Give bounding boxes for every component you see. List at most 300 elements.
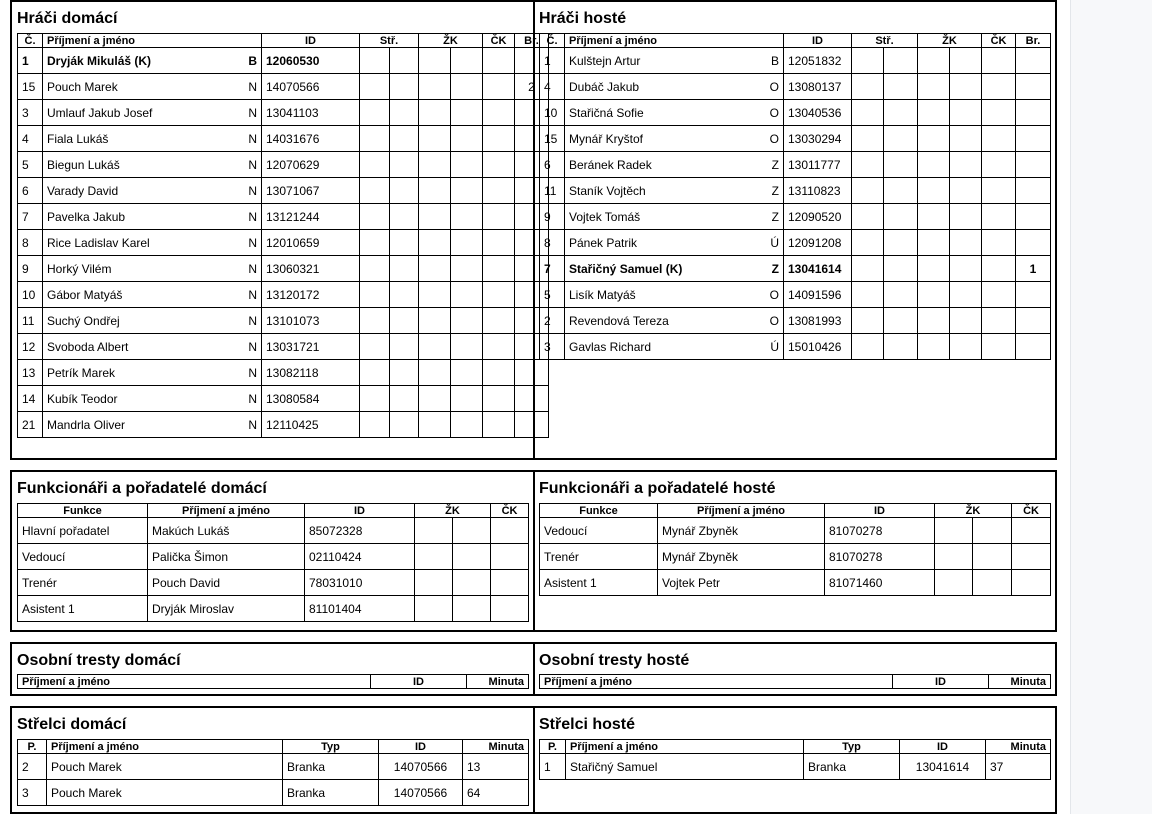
home-penalties-title: Osobní tresty domácí <box>17 652 181 669</box>
player-name-cell <box>565 204 784 230</box>
player-number: 7 <box>540 256 565 282</box>
empty-cell <box>884 178 918 204</box>
col-role: Funkce <box>18 504 148 518</box>
player-id: 13041614 <box>784 256 852 282</box>
player-position: N <box>248 417 257 432</box>
official-id: 81101404 <box>305 596 415 622</box>
home-players-title: Hráči domácí <box>17 10 118 27</box>
empty-cell <box>390 334 419 360</box>
empty-cell <box>360 360 390 386</box>
empty-cell <box>419 230 451 256</box>
empty-cell <box>453 596 491 622</box>
player-name: Gavlas Richard <box>569 339 652 354</box>
empty-cell <box>453 570 491 596</box>
player-number: 9 <box>540 204 565 230</box>
empty-cell <box>390 412 419 438</box>
official-role: Vedoucí <box>18 544 148 570</box>
player-position: N <box>248 79 257 94</box>
player-position: N <box>248 183 257 198</box>
empty-cell <box>360 334 390 360</box>
player-name-cell <box>565 100 784 126</box>
empty-cell <box>451 74 483 100</box>
player-position: Z <box>771 157 779 172</box>
player-number: 10 <box>18 282 43 308</box>
player-name: Suchý Ondřej <box>47 313 120 328</box>
player-number: 8 <box>540 230 565 256</box>
empty-cell <box>415 518 453 544</box>
table-row <box>540 256 1051 282</box>
col-ck: ČK <box>1012 504 1051 518</box>
table-row <box>18 334 549 360</box>
empty-cell <box>852 178 884 204</box>
empty-cell <box>360 256 390 282</box>
empty-cell <box>884 204 918 230</box>
official-role: Vedoucí <box>540 518 658 544</box>
empty-cell <box>483 204 515 230</box>
empty-cell <box>491 570 529 596</box>
away-players-table <box>539 33 1051 360</box>
table-row <box>540 48 1051 74</box>
empty-cell <box>852 48 884 74</box>
player-name: Stařičný Samuel (K) <box>569 261 683 276</box>
empty-cell <box>491 518 529 544</box>
player-name-cell <box>565 126 784 152</box>
player-name: Biegun Lukáš <box>47 157 120 172</box>
official-name: Mynář Zbyněk <box>658 518 825 544</box>
col-br: Br. <box>515 34 549 48</box>
table-row <box>540 570 1051 596</box>
scorer-name: Pouch Marek <box>47 754 283 780</box>
player-name: Kulštejn Artur <box>569 53 641 68</box>
table-row <box>18 126 549 152</box>
player-number: 14 <box>18 386 43 412</box>
empty-cell <box>451 282 483 308</box>
player-position: B <box>770 53 779 68</box>
empty-cell <box>451 100 483 126</box>
empty-cell <box>483 308 515 334</box>
empty-cell <box>390 100 419 126</box>
player-number: 9 <box>18 256 43 282</box>
table-row <box>18 596 529 622</box>
empty-cell <box>390 74 419 100</box>
empty-cell <box>415 596 453 622</box>
empty-cell <box>982 334 1016 360</box>
empty-cell <box>483 412 515 438</box>
player-number: 21 <box>18 412 43 438</box>
scorer-type: Branka <box>283 780 379 806</box>
empty-cell <box>453 518 491 544</box>
player-name: Kubík Teodor <box>47 391 118 406</box>
official-id: 85072328 <box>305 518 415 544</box>
player-id: 13071067 <box>262 178 360 204</box>
col-id: ID <box>262 34 360 48</box>
player-position: N <box>248 105 257 120</box>
player-id: 12070629 <box>262 152 360 178</box>
player-id: 12051832 <box>784 48 852 74</box>
home-officials-table <box>17 503 529 622</box>
player-id: 12010659 <box>262 230 360 256</box>
official-name: Vojtek Petr <box>658 570 825 596</box>
official-id: 02110424 <box>305 544 415 570</box>
empty-cell <box>419 204 451 230</box>
empty-cell <box>1012 544 1051 570</box>
col-role: Funkce <box>540 504 658 518</box>
empty-cell <box>483 282 515 308</box>
table-row <box>540 178 1051 204</box>
home-scorers-title: Střelci domácí <box>17 716 127 733</box>
away-penalties-title: Osobní tresty hosté <box>539 652 690 669</box>
player-position: N <box>248 391 257 406</box>
col-zk: ŽK <box>935 504 1012 518</box>
empty-cell <box>982 100 1016 126</box>
empty-cell <box>360 152 390 178</box>
player-position: N <box>248 235 257 250</box>
col-name: Příjmení a jméno <box>566 740 804 754</box>
empty-cell <box>360 282 390 308</box>
player-id: 14070566 <box>262 74 360 100</box>
player-goals: 1 <box>1016 256 1051 282</box>
col-no: Č. <box>540 34 565 48</box>
player-id: 13080584 <box>262 386 360 412</box>
empty-cell <box>950 126 982 152</box>
empty-cell <box>491 596 529 622</box>
empty-cell <box>982 126 1016 152</box>
official-role: Hlavní pořadatel <box>18 518 148 544</box>
empty-cell <box>491 544 529 570</box>
empty-cell <box>935 544 973 570</box>
empty-cell <box>360 126 390 152</box>
empty-cell <box>950 74 982 100</box>
empty-cell <box>451 152 483 178</box>
empty-cell <box>360 412 390 438</box>
official-role: Trenér <box>540 544 658 570</box>
scorer-minute: 64 <box>463 780 529 806</box>
player-name-cell <box>43 152 262 178</box>
empty-cell <box>884 334 918 360</box>
player-name-cell <box>43 386 262 412</box>
scorer-minute: 37 <box>986 754 1051 780</box>
player-position: N <box>248 209 257 224</box>
player-name: Beránek Radek <box>569 157 652 172</box>
table-row <box>18 570 529 596</box>
player-id: 13031721 <box>262 334 360 360</box>
player-number: 3 <box>18 100 43 126</box>
player-name-cell <box>43 412 262 438</box>
home-players-table <box>17 33 549 438</box>
player-name-cell <box>43 204 262 230</box>
player-goals <box>1016 74 1051 100</box>
player-name: Revendová Tereza <box>569 313 669 328</box>
player-goals <box>1016 204 1051 230</box>
table-row <box>18 386 549 412</box>
empty-cell <box>935 518 973 544</box>
col-name: Příjmení a jméno <box>540 675 893 689</box>
player-id: 13060321 <box>262 256 360 282</box>
player-name: Mynář Kryštof <box>569 131 644 146</box>
player-number: 2 <box>540 308 565 334</box>
col-name: Příjmení a jméno <box>565 34 784 48</box>
empty-cell <box>852 256 884 282</box>
empty-cell <box>852 334 884 360</box>
table-row <box>540 518 1051 544</box>
empty-cell <box>419 256 451 282</box>
empty-cell <box>982 48 1016 74</box>
player-id: 13081993 <box>784 308 852 334</box>
empty-cell <box>451 386 483 412</box>
empty-cell <box>884 126 918 152</box>
empty-cell <box>415 544 453 570</box>
empty-cell <box>390 230 419 256</box>
table-row <box>18 518 529 544</box>
empty-cell <box>950 256 982 282</box>
col-name: Příjmení a jméno <box>18 675 371 689</box>
empty-cell <box>419 308 451 334</box>
empty-cell <box>852 308 884 334</box>
empty-cell <box>451 204 483 230</box>
empty-cell <box>390 152 419 178</box>
away-scorers-title: Střelci hosté <box>539 716 636 733</box>
official-id: 81070278 <box>825 544 935 570</box>
col-name: Příjmení a jméno <box>47 740 283 754</box>
table-row <box>18 256 549 282</box>
player-goals: 2 <box>515 74 549 100</box>
table-row <box>18 100 549 126</box>
empty-cell <box>852 74 884 100</box>
empty-cell <box>852 204 884 230</box>
player-id: 15010426 <box>784 334 852 360</box>
official-name: Makúch Lukáš <box>148 518 305 544</box>
away-officials-title: Funkcionáři a pořadatelé hosté <box>539 480 776 497</box>
player-position: N <box>248 261 257 276</box>
col-id: ID <box>371 675 467 689</box>
scorer-order: 1 <box>540 754 566 780</box>
empty-cell <box>918 204 950 230</box>
player-name: Gábor Matyáš <box>47 287 123 302</box>
official-name: Pouch David <box>148 570 305 596</box>
col-minute: Minuta <box>467 675 529 689</box>
home-penalties-table <box>17 674 529 689</box>
player-name: Pouch Marek <box>47 79 118 94</box>
player-id: 12090520 <box>784 204 852 230</box>
section-divider <box>533 708 535 812</box>
empty-cell <box>415 570 453 596</box>
player-position: O <box>769 105 779 120</box>
player-name-cell <box>43 230 262 256</box>
empty-cell <box>360 204 390 230</box>
player-id: 13080137 <box>784 74 852 100</box>
table-row <box>540 544 1051 570</box>
player-goals <box>1016 48 1051 74</box>
table-row <box>540 204 1051 230</box>
player-number: 5 <box>540 282 565 308</box>
empty-cell <box>918 178 950 204</box>
col-br: Br. <box>1016 34 1051 48</box>
table-row <box>540 100 1051 126</box>
empty-cell <box>419 152 451 178</box>
empty-cell <box>419 74 451 100</box>
player-id: 13120172 <box>262 282 360 308</box>
player-name: Svoboda Albert <box>47 339 129 354</box>
table-row <box>540 74 1051 100</box>
empty-cell <box>483 152 515 178</box>
empty-cell <box>935 570 973 596</box>
col-name: Příjmení a jméno <box>658 504 825 518</box>
empty-cell <box>390 178 419 204</box>
official-role: Asistent 1 <box>540 570 658 596</box>
empty-cell <box>419 48 451 74</box>
player-id: 14091596 <box>784 282 852 308</box>
empty-cell <box>483 178 515 204</box>
player-name: Varady David <box>47 183 119 198</box>
player-name-cell <box>565 48 784 74</box>
col-minute: Minuta <box>989 675 1051 689</box>
player-name: Pavelka Jakub <box>47 209 126 224</box>
empty-cell <box>884 100 918 126</box>
player-name-cell <box>565 178 784 204</box>
empty-cell <box>950 230 982 256</box>
empty-cell <box>918 334 950 360</box>
section-divider <box>533 472 535 630</box>
player-id: 12060530 <box>262 48 360 74</box>
empty-cell <box>483 48 515 74</box>
empty-cell <box>360 230 390 256</box>
section-divider <box>533 644 535 694</box>
player-id: 13041103 <box>262 100 360 126</box>
table-row <box>540 754 1051 780</box>
player-number: 4 <box>18 126 43 152</box>
official-id: 78031010 <box>305 570 415 596</box>
col-id: ID <box>825 504 935 518</box>
table-row <box>18 230 549 256</box>
empty-cell <box>852 126 884 152</box>
empty-cell <box>390 256 419 282</box>
empty-cell <box>982 282 1016 308</box>
scorer-order: 3 <box>18 780 47 806</box>
empty-cell <box>360 308 390 334</box>
player-name: Horký Vilém <box>47 261 112 276</box>
empty-cell <box>950 48 982 74</box>
player-position: Z <box>771 183 779 198</box>
player-goals <box>1016 178 1051 204</box>
player-position: Ú <box>770 339 779 354</box>
col-zk: ŽK <box>918 34 982 48</box>
player-goals <box>1016 126 1051 152</box>
empty-cell <box>451 48 483 74</box>
empty-cell <box>884 282 918 308</box>
empty-cell <box>419 412 451 438</box>
scorer-type: Branka <box>283 754 379 780</box>
empty-cell <box>360 386 390 412</box>
col-type: Typ <box>804 740 900 754</box>
player-goals <box>1016 152 1051 178</box>
away-scorers-table <box>539 739 1051 780</box>
col-id: ID <box>784 34 852 48</box>
empty-cell <box>483 360 515 386</box>
player-name-cell <box>43 100 262 126</box>
empty-cell <box>451 256 483 282</box>
player-name: Fiala Lukáš <box>47 131 109 146</box>
empty-cell <box>918 230 950 256</box>
empty-cell <box>483 230 515 256</box>
col-id: ID <box>900 740 986 754</box>
player-position: Z <box>771 261 779 276</box>
official-name: Palička Šimon <box>148 544 305 570</box>
empty-cell <box>451 308 483 334</box>
empty-cell <box>483 100 515 126</box>
player-goals <box>515 386 549 412</box>
empty-cell <box>451 126 483 152</box>
empty-cell <box>451 412 483 438</box>
player-name-cell <box>43 308 262 334</box>
empty-cell <box>852 282 884 308</box>
player-name-cell <box>43 256 262 282</box>
empty-cell <box>852 230 884 256</box>
empty-cell <box>483 256 515 282</box>
player-name: Mandrla Oliver <box>47 417 126 432</box>
player-number: 3 <box>540 334 565 360</box>
empty-cell <box>419 178 451 204</box>
player-name-cell <box>43 178 262 204</box>
scorer-minute: 13 <box>463 754 529 780</box>
empty-cell <box>950 282 982 308</box>
player-goals <box>515 360 549 386</box>
empty-cell <box>918 152 950 178</box>
col-no: Č. <box>18 34 43 48</box>
player-position: N <box>248 157 257 172</box>
empty-cell <box>852 152 884 178</box>
player-name: Rice Ladislav Karel <box>47 235 150 250</box>
table-row <box>18 178 549 204</box>
col-id: ID <box>305 504 415 518</box>
empty-cell <box>390 126 419 152</box>
empty-cell <box>973 544 1012 570</box>
empty-cell <box>884 152 918 178</box>
away-penalties-table <box>539 674 1051 689</box>
scorer-order: 2 <box>18 754 47 780</box>
empty-cell <box>918 100 950 126</box>
player-position: N <box>248 287 257 302</box>
empty-cell <box>451 334 483 360</box>
player-name: Umlauf Jakub Josef <box>47 105 153 120</box>
empty-cell <box>950 178 982 204</box>
table-row <box>18 308 549 334</box>
player-number: 8 <box>18 230 43 256</box>
empty-cell <box>918 126 950 152</box>
table-row <box>540 230 1051 256</box>
col-ck: ČK <box>483 34 515 48</box>
player-id: 13030294 <box>784 126 852 152</box>
player-id: 12091208 <box>784 230 852 256</box>
player-position: O <box>769 131 779 146</box>
official-role: Asistent 1 <box>18 596 148 622</box>
empty-cell <box>852 100 884 126</box>
empty-cell <box>950 334 982 360</box>
empty-cell <box>950 308 982 334</box>
scorer-type: Branka <box>804 754 900 780</box>
player-position: Ú <box>770 235 779 250</box>
col-str: Stř. <box>360 34 419 48</box>
scorer-id: 14070566 <box>379 754 463 780</box>
table-row <box>18 48 549 74</box>
player-name-cell <box>565 308 784 334</box>
col-ck: ČK <box>982 34 1016 48</box>
player-id: 13110823 <box>784 178 852 204</box>
player-name: Petrík Marek <box>47 365 116 380</box>
player-name: Staník Vojtěch <box>569 183 646 198</box>
player-name-cell <box>565 256 784 282</box>
col-ck: ČK <box>491 504 529 518</box>
player-goals <box>1016 100 1051 126</box>
